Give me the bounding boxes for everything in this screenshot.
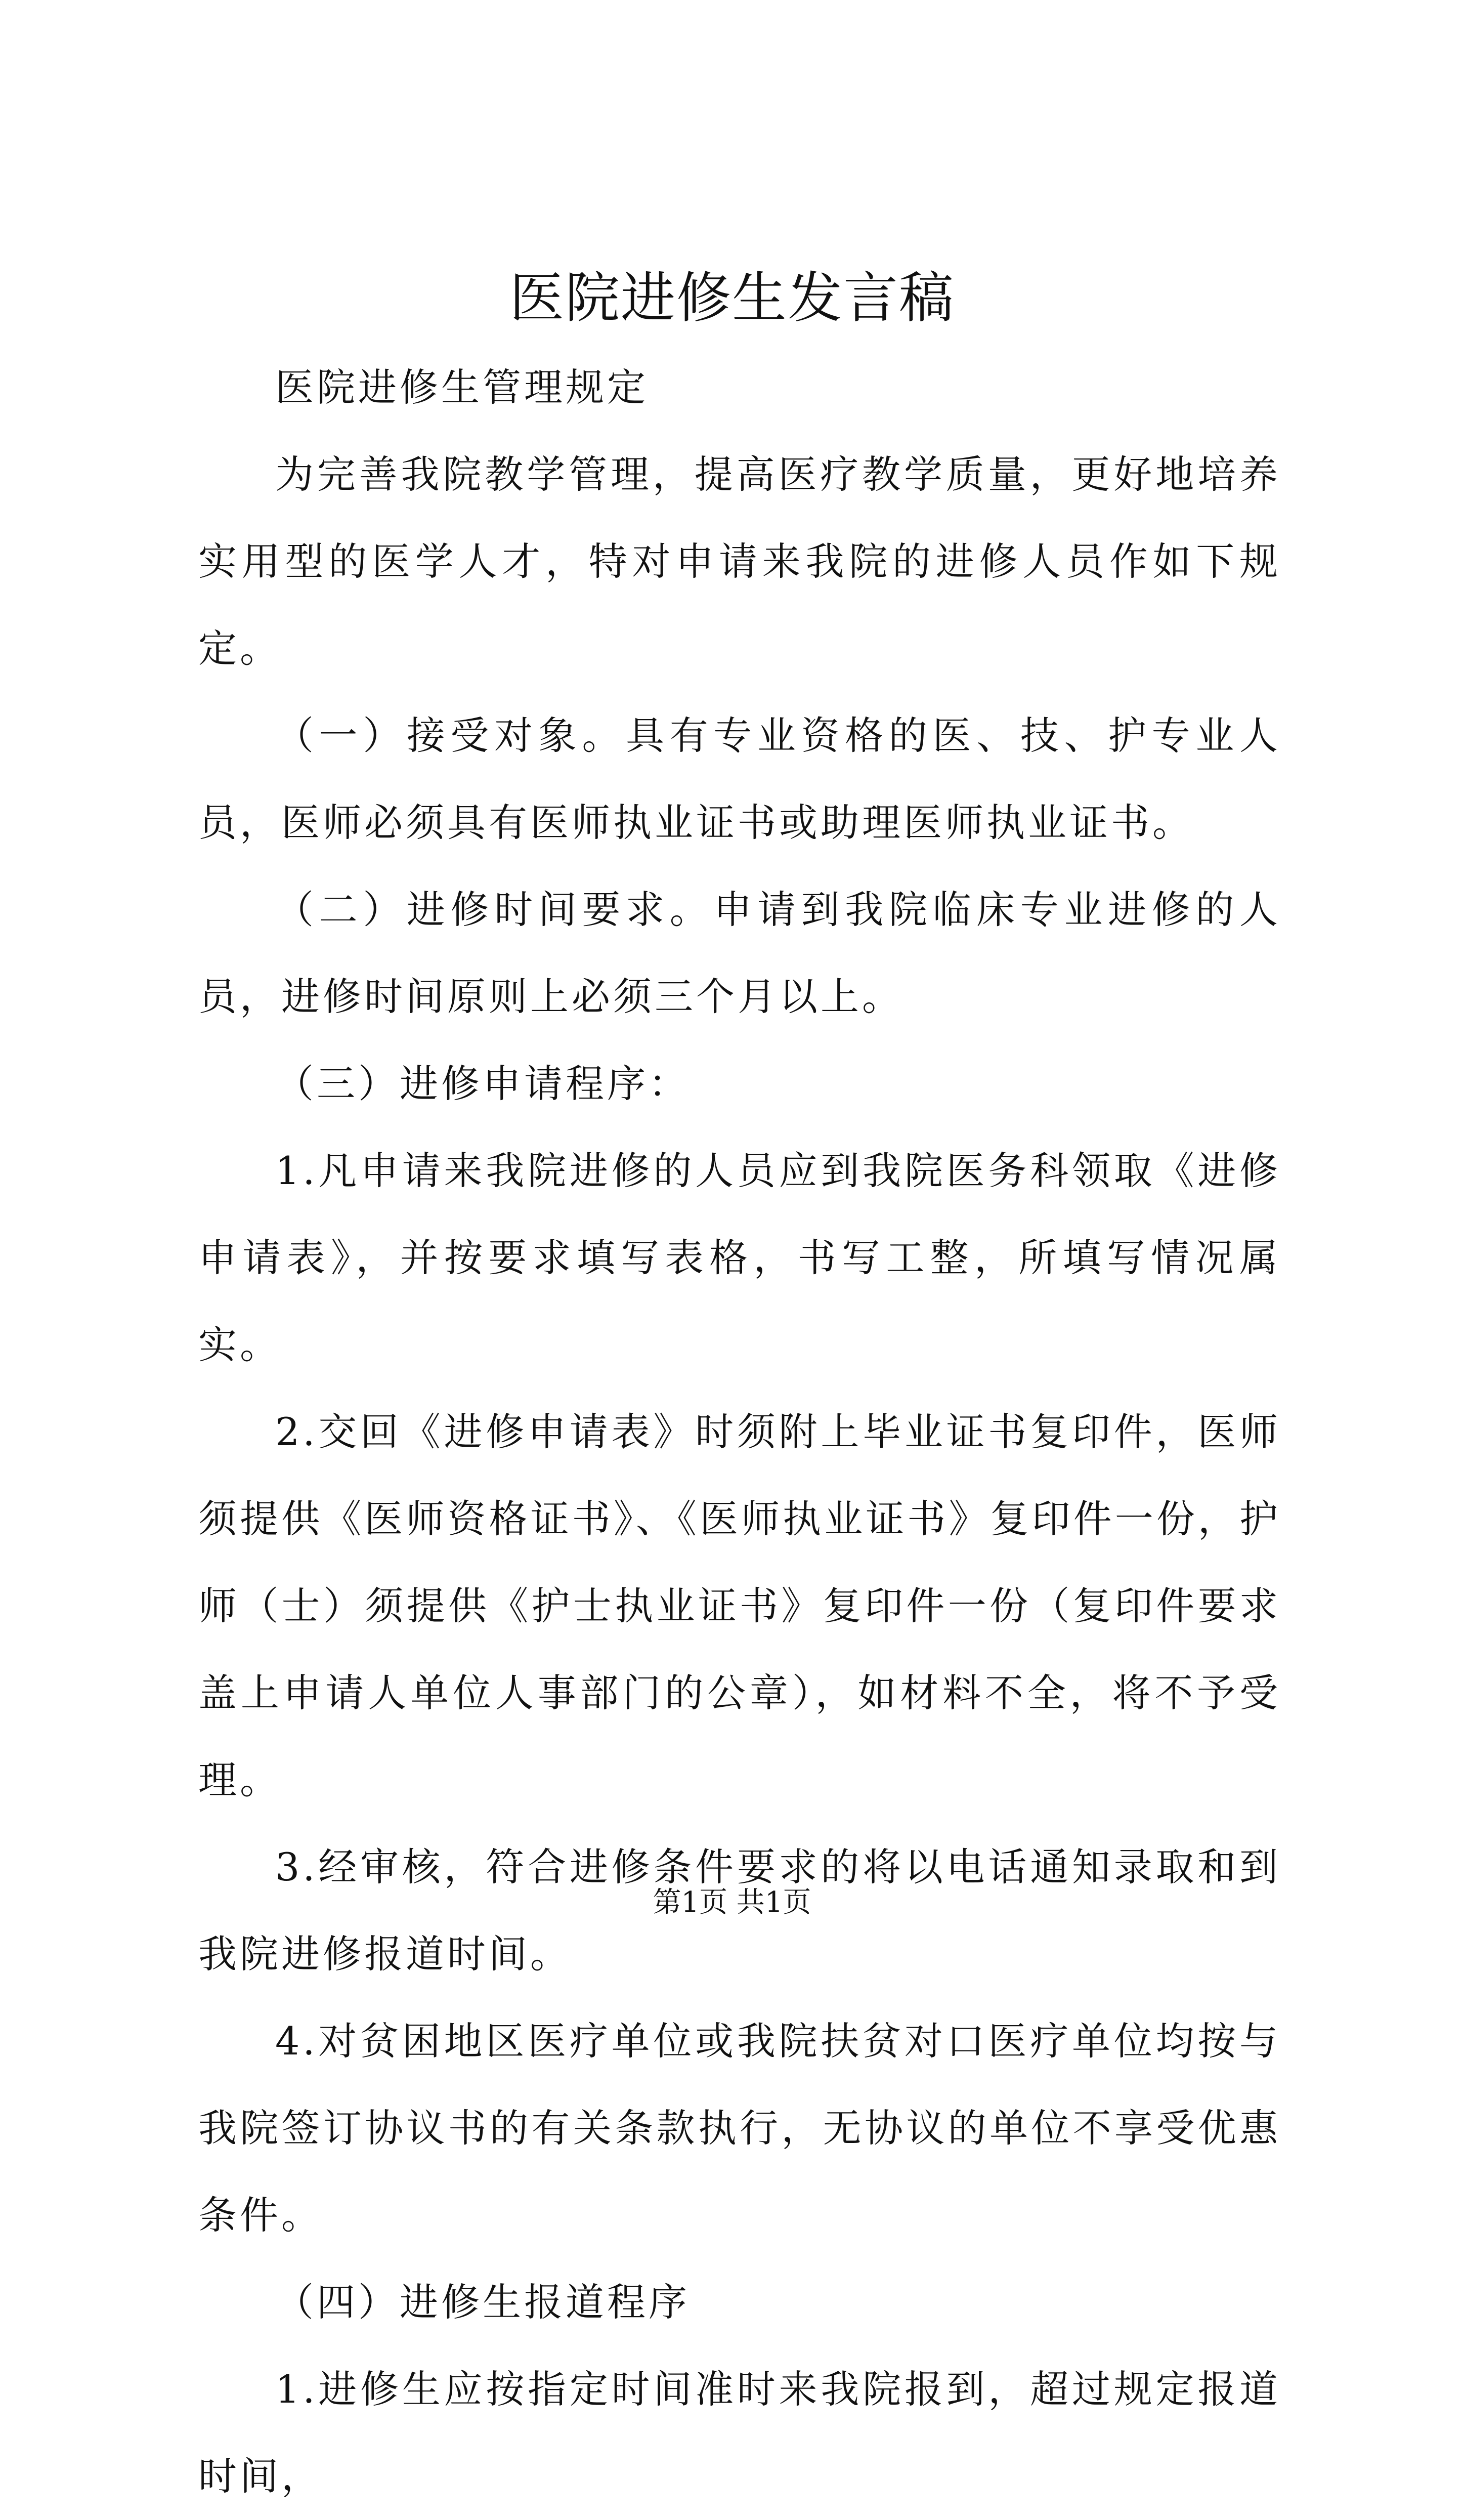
paragraph: 1.进修生应按指定时间准时来我院报到，超过规定报道时间，: [198, 2367, 1281, 2499]
paragraph: 4.对贫困地区医疗单位或我院扶贫对口医疗单位均按与我院签订协议书的有关条款执行，无协议的单位不享受优惠条件。: [198, 2019, 1281, 2238]
paragraph: （二）进修时间要求。申请到我院临床专业进修的人员，进修时间原则上必须三个月以上。: [198, 887, 1281, 1019]
paragraph: （四）进修生报道程序: [275, 2280, 690, 2325]
paragraph: 为完善我院教学管理，提高医疗教学质量，更好地培养实用型的医学人才，特对申请来我院的进修人员作如下规定。: [198, 452, 1281, 671]
paragraph: 医院进修生管理规定: [275, 365, 649, 410]
paragraph: 1.凡申请来我院进修的人员应到我院医务科领取《进修申请表》，并按要求填写表格，书写工整，所填写情况属实。: [198, 1148, 1281, 1367]
document-body: [198, 344, 1281, 2520]
paragraph: 2.交回《进修申请表》时须附上毕业证书复印件，医师须提供《医师资格证书》、《医师执业证书》复印件一份，护师（士）须提供《护士执业证书》复印件一份（复印件要求盖上申请人单位人事部门的公章），如材料不全，将不予受理。: [198, 1409, 1281, 1802]
page-footer: 第1页 共1页: [653, 1886, 811, 1919]
paragraph: 3.经审核，符合进修条件要求的将以电话通知录取和到我院进修报道时间。: [198, 1844, 1281, 1977]
paragraph: （三）进修申请程序：: [275, 1061, 690, 1106]
document-title: 医院进修生发言稿: [509, 267, 955, 330]
paragraph: （一）接受对象。具有专业资格的医、技、护专业人员，医师必须具有医师执业证书或助理医师执业证书。: [198, 713, 1281, 845]
